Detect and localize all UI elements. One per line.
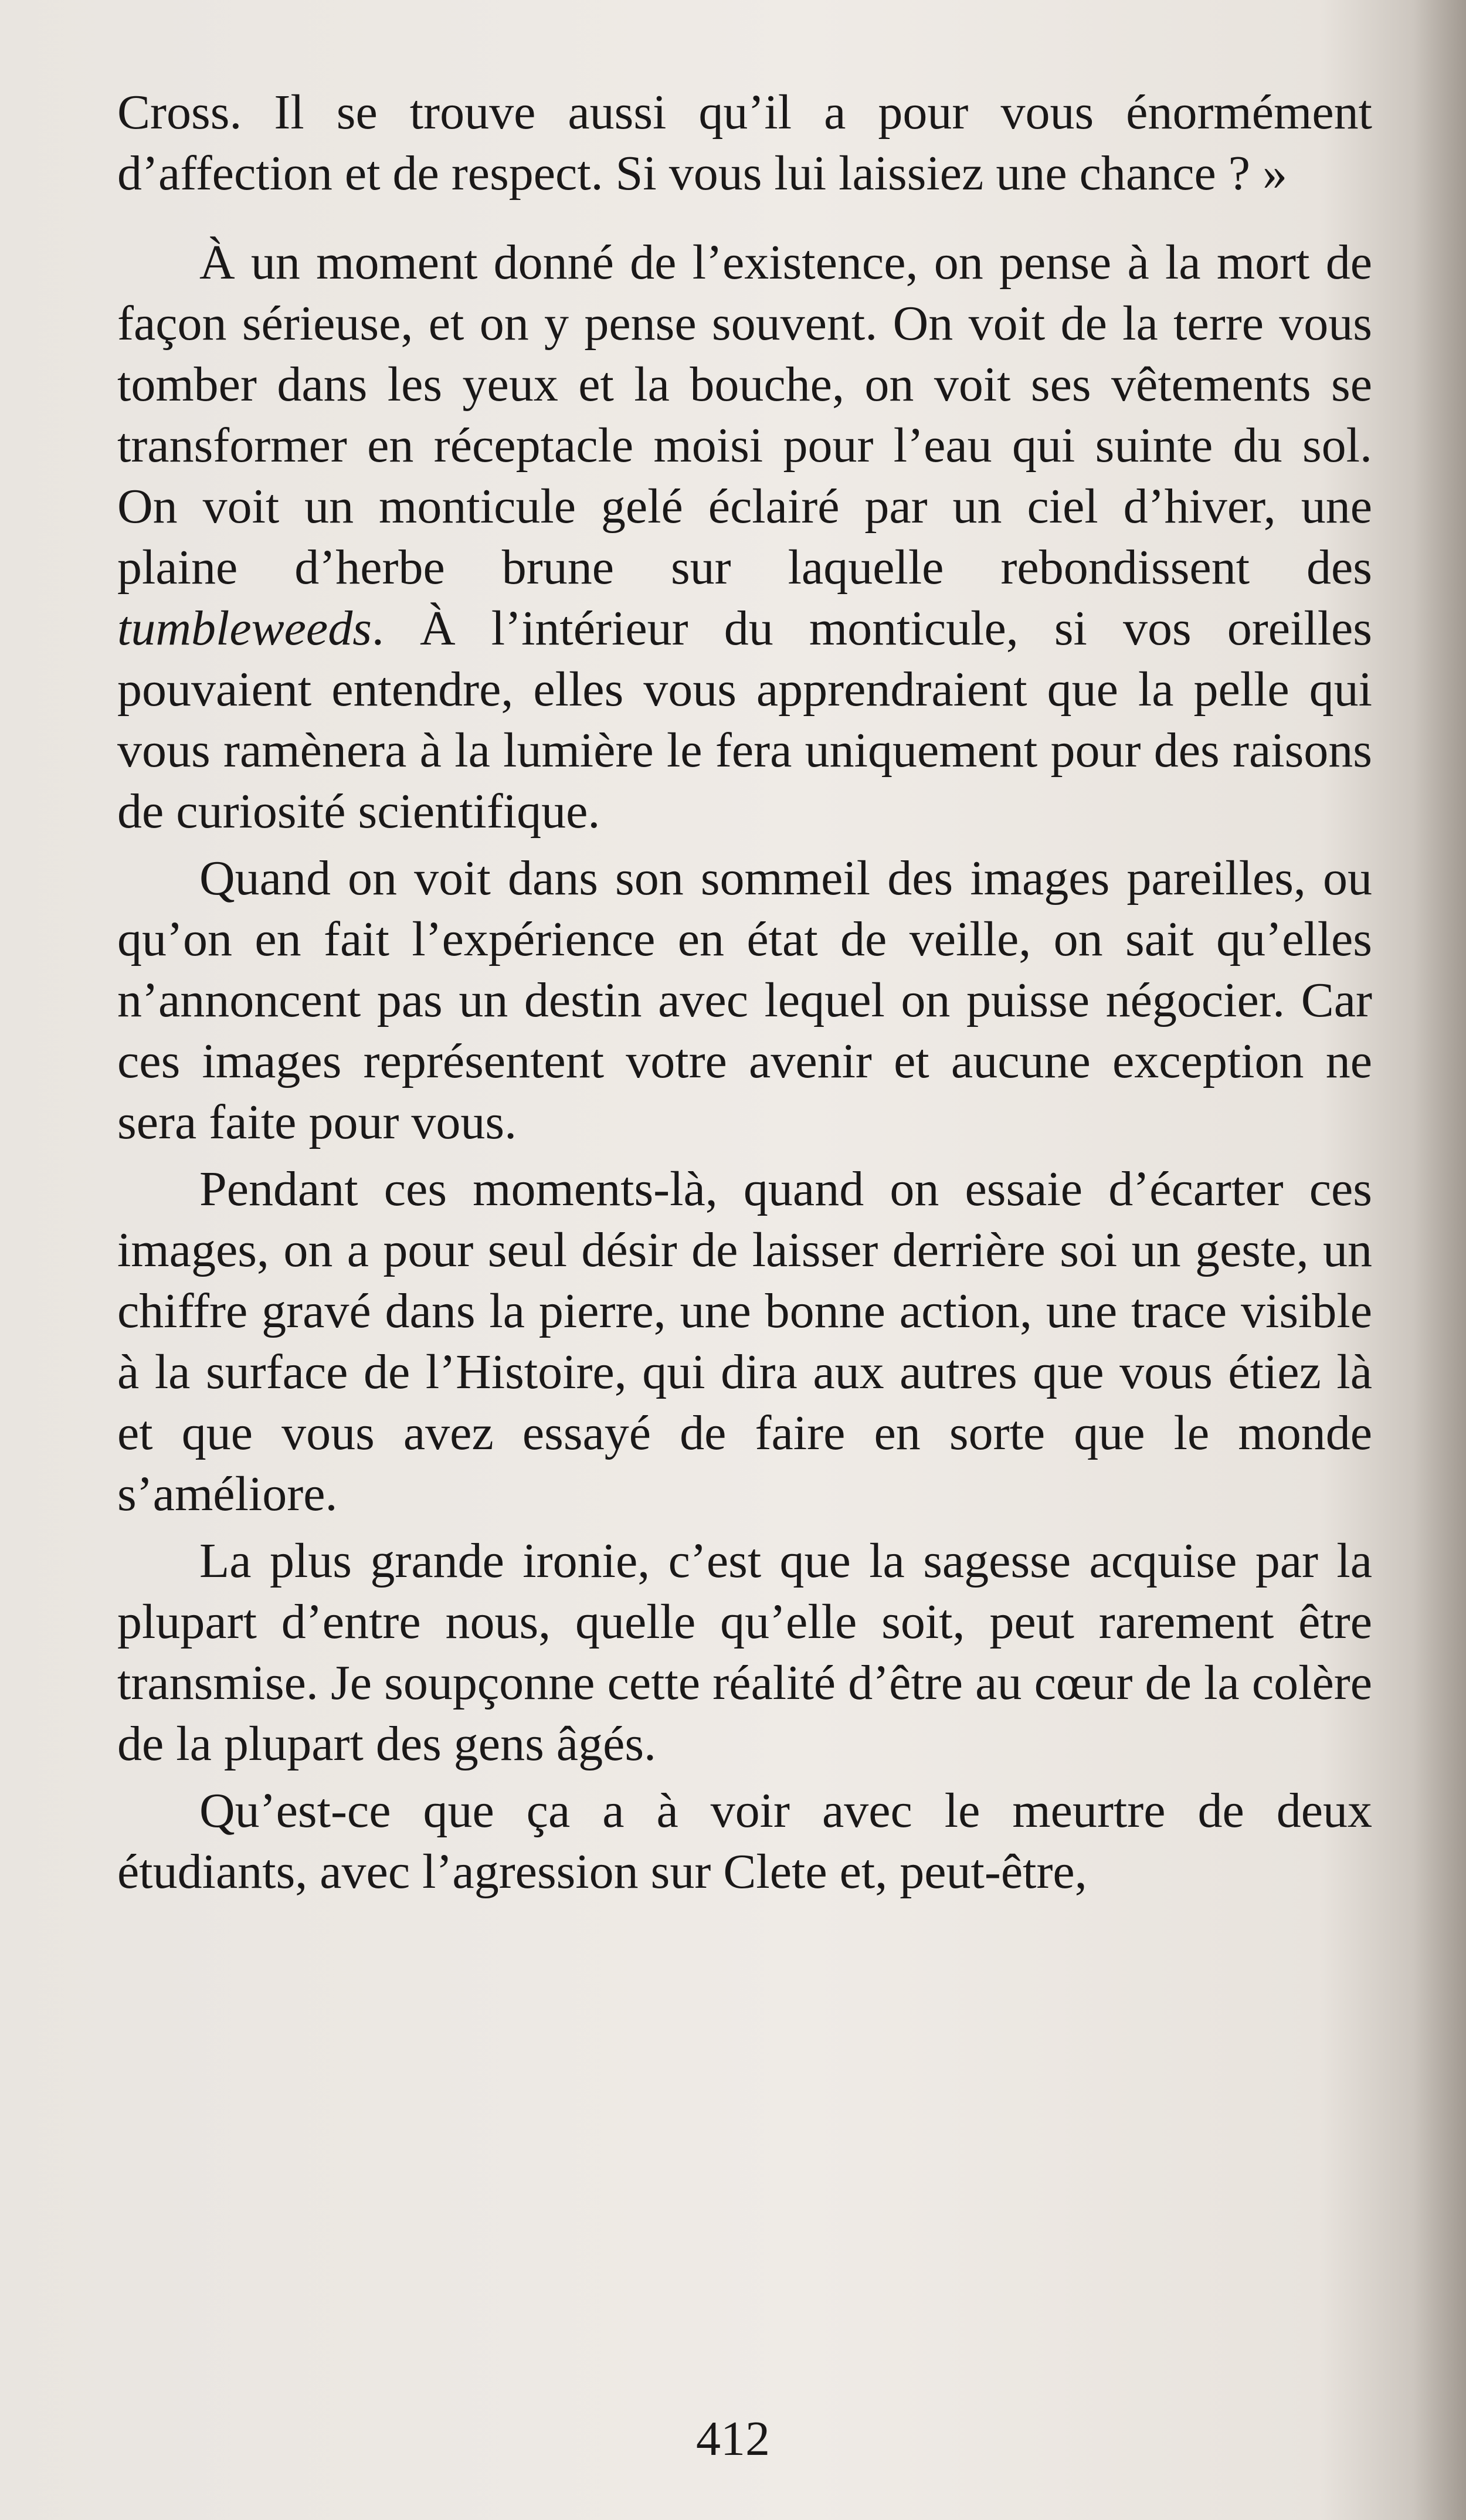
paragraph-death	[117, 232, 1372, 842]
paragraph-text: . À l’intérieur du monticule, si vos oreilles pouvaient entendre, elles vous apprendraient que la pelle qui vous ramènera à la lumière le fera uniquement pour des raisons de curiosité scientifique.	[117, 601, 1372, 839]
paragraph-irony: La plus grande ironie, c’est que la sagesse acquise par la plupart d’entre nous, quelle qu’elle soit, peut rarement être transmise. Je soupçonne cette réalité d’être au cœur de la colère de la plupart des gens âgés.	[117, 1534, 1372, 1771]
page-gutter-shadow	[1413, 0, 1466, 2520]
paragraph-question: Qu’est-ce que ça a à voir avec le meurtre de deux étudiants, avec l’agression sur Clete et, peut-être,	[117, 1783, 1372, 1899]
paragraph-text: À un moment donné de l’existence, on pense à la mort de façon sérieuse, et on y pense souvent. On voit de la terre vous tomber dans les yeux et la bouche, on voit ses vêtements se transformer en réceptacle moisi pour l’eau qui suinte du sol. On voit un monticule gelé éclairé par un ciel d’hiver, une plaine d’herbe brune sur laquelle rebondissent des	[117, 235, 1372, 595]
page-number: 412	[696, 2412, 770, 2466]
italic-word: tumbleweeds	[117, 601, 372, 656]
paragraph-continuation: Cross. Il se trouve aussi qu’il a pour vous énormément d’affection et de respect. Si vous lui laissiez une chance ? »	[117, 85, 1372, 201]
paragraph-moments: Pendant ces moments-là, quand on essaie d’écarter ces images, on a pour seul désir de laisser derrière soi un geste, un chiffre gravé dans la pierre, une bonne action, une trace visible à la surface de l’Histoire, qui dira aux autres que vous étiez là et que vous avez essayé de faire en sorte que le monde s’améliore.	[117, 1162, 1372, 1521]
body-text	[117, 82, 1372, 1902]
paragraph-images: Quand on voit dans son sommeil des images pareilles, ou qu’on en fait l’expérience en état de veille, on sait qu’elles n’annoncent pas un destin avec lequel on puisse négocier. Car ces images représentent votre avenir et aucune exception ne sera faite pour vous.	[117, 851, 1372, 1149]
